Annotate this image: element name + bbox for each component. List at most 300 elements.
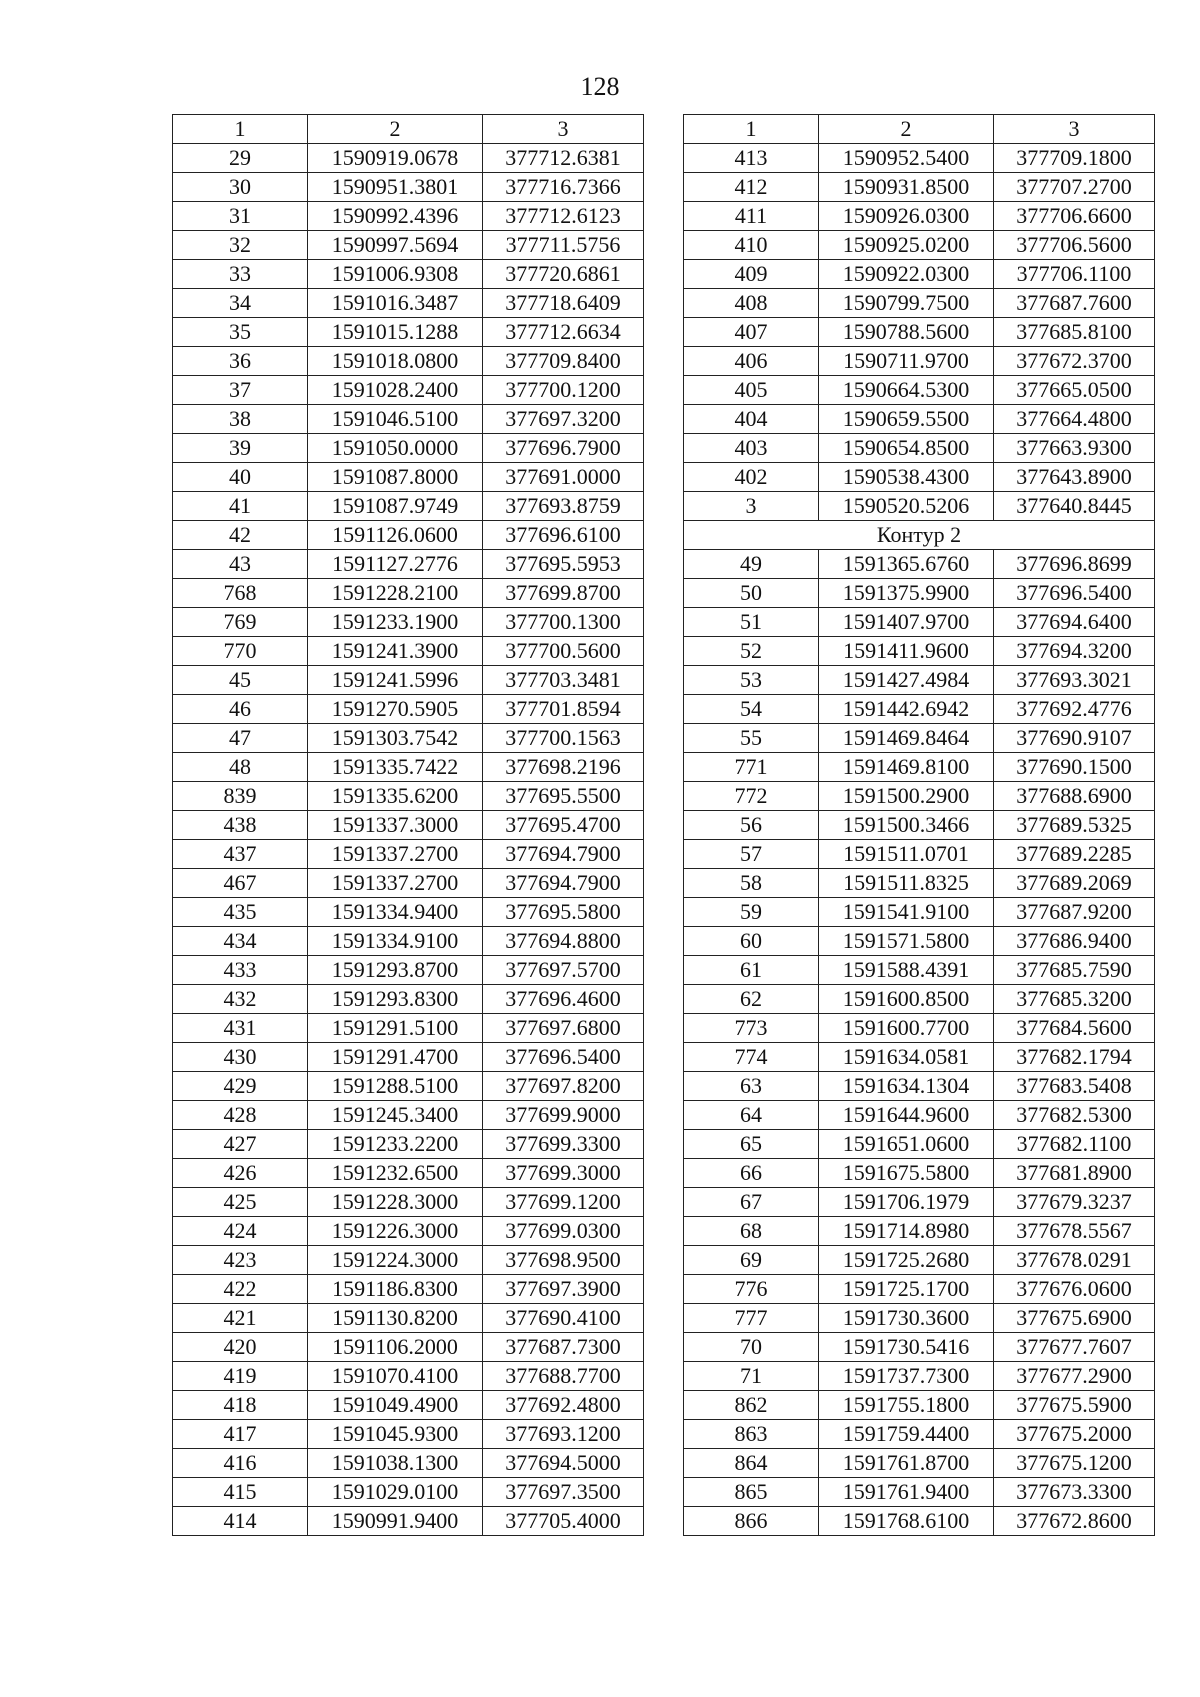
x-coordinate-cell: 1590997.5694 xyxy=(308,231,483,260)
section-label: Контур 2 xyxy=(684,521,1155,550)
point-number-cell: 412 xyxy=(684,173,819,202)
point-number-cell: 29 xyxy=(173,144,308,173)
table-row xyxy=(173,1362,644,1391)
y-coordinate-cell: 377643.8900 xyxy=(994,463,1155,492)
point-number-cell: 67 xyxy=(684,1188,819,1217)
y-coordinate-cell: 377696.7900 xyxy=(483,434,644,463)
y-coordinate-cell: 377697.8200 xyxy=(483,1072,644,1101)
table-row xyxy=(173,579,644,608)
point-number-cell: 420 xyxy=(173,1333,308,1362)
x-coordinate-cell: 1591087.8000 xyxy=(308,463,483,492)
x-coordinate-cell: 1591018.0800 xyxy=(308,347,483,376)
table-row xyxy=(173,318,644,347)
point-number-cell: 864 xyxy=(684,1449,819,1478)
table-row xyxy=(684,1246,1155,1275)
table-row xyxy=(173,173,644,202)
y-coordinate-cell: 377695.5800 xyxy=(483,898,644,927)
x-coordinate-cell: 1591634.1304 xyxy=(819,1072,994,1101)
x-coordinate-cell: 1591016.3487 xyxy=(308,289,483,318)
x-coordinate-cell: 1591087.9749 xyxy=(308,492,483,521)
x-coordinate-cell: 1591511.8325 xyxy=(819,869,994,898)
table-row xyxy=(684,1304,1155,1333)
table-row xyxy=(684,840,1155,869)
table-row xyxy=(173,1333,644,1362)
x-coordinate-cell: 1591337.3000 xyxy=(308,811,483,840)
x-coordinate-cell: 1590931.8500 xyxy=(819,173,994,202)
table-row xyxy=(684,202,1155,231)
table-row xyxy=(684,144,1155,173)
table-row xyxy=(684,405,1155,434)
table-row xyxy=(173,1507,644,1536)
x-coordinate-cell: 1591730.5416 xyxy=(819,1333,994,1362)
x-coordinate-cell: 1591500.3466 xyxy=(819,811,994,840)
point-number-cell: 418 xyxy=(173,1391,308,1420)
x-coordinate-cell: 1590654.8500 xyxy=(819,434,994,463)
table-row xyxy=(173,1130,644,1159)
table-row xyxy=(684,1159,1155,1188)
table-row xyxy=(173,434,644,463)
point-number-cell: 422 xyxy=(173,1275,308,1304)
point-number-cell: 438 xyxy=(173,811,308,840)
y-coordinate-cell: 377683.5408 xyxy=(994,1072,1155,1101)
table-row xyxy=(684,1043,1155,1072)
y-coordinate-cell: 377693.1200 xyxy=(483,1420,644,1449)
x-coordinate-cell: 1591228.3000 xyxy=(308,1188,483,1217)
table-row xyxy=(684,579,1155,608)
point-number-cell: 65 xyxy=(684,1130,819,1159)
y-coordinate-cell: 377685.8100 xyxy=(994,318,1155,347)
x-coordinate-cell: 1591759.4400 xyxy=(819,1420,994,1449)
y-coordinate-cell: 377694.8800 xyxy=(483,927,644,956)
y-coordinate-cell: 377690.4100 xyxy=(483,1304,644,1333)
table-row xyxy=(684,1478,1155,1507)
point-number-cell: 404 xyxy=(684,405,819,434)
point-number-cell: 63 xyxy=(684,1072,819,1101)
y-coordinate-cell: 377640.8445 xyxy=(994,492,1155,521)
point-number-cell: 435 xyxy=(173,898,308,927)
x-coordinate-cell: 1591714.8980 xyxy=(819,1217,994,1246)
y-coordinate-cell: 377664.4800 xyxy=(994,405,1155,434)
y-coordinate-cell: 377696.6100 xyxy=(483,521,644,550)
point-number-cell: 56 xyxy=(684,811,819,840)
point-number-cell: 769 xyxy=(173,608,308,637)
x-coordinate-cell: 1591270.5905 xyxy=(308,695,483,724)
point-number-cell: 408 xyxy=(684,289,819,318)
y-coordinate-cell: 377689.2069 xyxy=(994,869,1155,898)
table-row xyxy=(684,1101,1155,1130)
y-coordinate-cell: 377699.0300 xyxy=(483,1217,644,1246)
y-coordinate-cell: 377694.7900 xyxy=(483,869,644,898)
point-number-cell: 411 xyxy=(684,202,819,231)
table-row xyxy=(173,405,644,434)
x-coordinate-cell: 1591651.0600 xyxy=(819,1130,994,1159)
x-coordinate-cell: 1591442.6942 xyxy=(819,695,994,724)
y-coordinate-cell: 377696.4600 xyxy=(483,985,644,1014)
x-coordinate-cell: 1591675.5800 xyxy=(819,1159,994,1188)
x-coordinate-cell: 1591335.6200 xyxy=(308,782,483,811)
x-coordinate-cell: 1591241.5996 xyxy=(308,666,483,695)
x-coordinate-cell: 1591725.1700 xyxy=(819,1275,994,1304)
y-coordinate-cell: 377676.0600 xyxy=(994,1275,1155,1304)
coordinates-table-right xyxy=(683,114,1155,1536)
table-row xyxy=(684,782,1155,811)
point-number-cell: 432 xyxy=(173,985,308,1014)
table-row xyxy=(684,695,1155,724)
y-coordinate-cell: 377677.2900 xyxy=(994,1362,1155,1391)
y-coordinate-cell: 377700.1300 xyxy=(483,608,644,637)
table-row xyxy=(173,637,644,666)
point-number-cell: 31 xyxy=(173,202,308,231)
table-row xyxy=(684,318,1155,347)
point-number-cell: 866 xyxy=(684,1507,819,1536)
x-coordinate-cell: 1591761.8700 xyxy=(819,1449,994,1478)
table-row xyxy=(684,666,1155,695)
column-header-3: 3 xyxy=(483,115,644,144)
x-coordinate-cell: 1591050.0000 xyxy=(308,434,483,463)
table-row xyxy=(173,144,644,173)
x-coordinate-cell: 1590788.5600 xyxy=(819,318,994,347)
table-row xyxy=(684,1449,1155,1478)
point-number-cell: 64 xyxy=(684,1101,819,1130)
y-coordinate-cell: 377687.7600 xyxy=(994,289,1155,318)
x-coordinate-cell: 1591291.4700 xyxy=(308,1043,483,1072)
y-coordinate-cell: 377699.3300 xyxy=(483,1130,644,1159)
x-coordinate-cell: 1591126.0600 xyxy=(308,521,483,550)
table-row xyxy=(173,231,644,260)
x-coordinate-cell: 1591070.4100 xyxy=(308,1362,483,1391)
y-coordinate-cell: 377706.1100 xyxy=(994,260,1155,289)
point-number-cell: 433 xyxy=(173,956,308,985)
point-number-cell: 429 xyxy=(173,1072,308,1101)
x-coordinate-cell: 1591411.9600 xyxy=(819,637,994,666)
y-coordinate-cell: 377695.5500 xyxy=(483,782,644,811)
table-row xyxy=(684,956,1155,985)
table-row xyxy=(173,724,644,753)
table-row xyxy=(173,869,644,898)
x-coordinate-cell: 1591600.8500 xyxy=(819,985,994,1014)
y-coordinate-cell: 377688.7700 xyxy=(483,1362,644,1391)
point-number-cell: 34 xyxy=(173,289,308,318)
point-number-cell: 62 xyxy=(684,985,819,1014)
y-coordinate-cell: 377718.6409 xyxy=(483,289,644,318)
x-coordinate-cell: 1591245.3400 xyxy=(308,1101,483,1130)
table-row xyxy=(684,1362,1155,1391)
y-coordinate-cell: 377678.0291 xyxy=(994,1246,1155,1275)
x-coordinate-cell: 1591571.5800 xyxy=(819,927,994,956)
y-coordinate-cell: 377696.8699 xyxy=(994,550,1155,579)
point-number-cell: 774 xyxy=(684,1043,819,1072)
point-number-cell: 771 xyxy=(684,753,819,782)
point-number-cell: 39 xyxy=(173,434,308,463)
table-row xyxy=(173,1449,644,1478)
y-coordinate-cell: 377699.1200 xyxy=(483,1188,644,1217)
x-coordinate-cell: 1590926.0300 xyxy=(819,202,994,231)
point-number-cell: 410 xyxy=(684,231,819,260)
y-coordinate-cell: 377682.1100 xyxy=(994,1130,1155,1159)
x-coordinate-cell: 1591375.9900 xyxy=(819,579,994,608)
table-row xyxy=(684,869,1155,898)
y-coordinate-cell: 377712.6123 xyxy=(483,202,644,231)
table-row xyxy=(173,840,644,869)
point-number-cell: 402 xyxy=(684,463,819,492)
x-coordinate-cell: 1591106.2000 xyxy=(308,1333,483,1362)
table-row xyxy=(173,956,644,985)
point-number-cell: 425 xyxy=(173,1188,308,1217)
point-number-cell: 58 xyxy=(684,869,819,898)
table-row xyxy=(684,1014,1155,1043)
point-number-cell: 413 xyxy=(684,144,819,173)
y-coordinate-cell: 377694.5000 xyxy=(483,1449,644,1478)
x-coordinate-cell: 1591588.4391 xyxy=(819,956,994,985)
table-row xyxy=(173,1101,644,1130)
table-row xyxy=(173,1072,644,1101)
x-coordinate-cell: 1591186.8300 xyxy=(308,1275,483,1304)
table-row xyxy=(173,666,644,695)
x-coordinate-cell: 1591127.2776 xyxy=(308,550,483,579)
point-number-cell: 776 xyxy=(684,1275,819,1304)
page-number: 128 xyxy=(580,72,620,101)
point-number-cell: 46 xyxy=(173,695,308,724)
y-coordinate-cell: 377700.1200 xyxy=(483,376,644,405)
x-coordinate-cell: 1591130.8200 xyxy=(308,1304,483,1333)
x-coordinate-cell: 1591500.2900 xyxy=(819,782,994,811)
point-number-cell: 403 xyxy=(684,434,819,463)
y-coordinate-cell: 377705.4000 xyxy=(483,1507,644,1536)
point-number-cell: 68 xyxy=(684,1217,819,1246)
table-row xyxy=(684,289,1155,318)
x-coordinate-cell: 1591335.7422 xyxy=(308,753,483,782)
x-coordinate-cell: 1591337.2700 xyxy=(308,840,483,869)
y-coordinate-cell: 377699.8700 xyxy=(483,579,644,608)
point-number-cell: 865 xyxy=(684,1478,819,1507)
table-row xyxy=(684,927,1155,956)
point-number-cell: 55 xyxy=(684,724,819,753)
x-coordinate-cell: 1591228.2100 xyxy=(308,579,483,608)
table-row xyxy=(173,1159,644,1188)
x-coordinate-cell: 1591337.2700 xyxy=(308,869,483,898)
point-number-cell: 414 xyxy=(173,1507,308,1536)
table-row xyxy=(173,492,644,521)
y-coordinate-cell: 377700.5600 xyxy=(483,637,644,666)
x-coordinate-cell: 1590951.3801 xyxy=(308,173,483,202)
table-row xyxy=(684,173,1155,202)
point-number-cell: 405 xyxy=(684,376,819,405)
column-header-1: 1 xyxy=(173,115,308,144)
point-number-cell: 32 xyxy=(173,231,308,260)
header-row xyxy=(173,115,644,144)
point-number-cell: 427 xyxy=(173,1130,308,1159)
table-row xyxy=(684,724,1155,753)
section-row xyxy=(684,521,1155,550)
table-row xyxy=(684,1217,1155,1246)
table-row xyxy=(173,202,644,231)
table-row xyxy=(684,1420,1155,1449)
x-coordinate-cell: 1591293.8700 xyxy=(308,956,483,985)
x-coordinate-cell: 1591334.9400 xyxy=(308,898,483,927)
point-number-cell: 407 xyxy=(684,318,819,347)
table-row xyxy=(684,1130,1155,1159)
table-row xyxy=(173,1043,644,1072)
point-number-cell: 53 xyxy=(684,666,819,695)
y-coordinate-cell: 377699.9000 xyxy=(483,1101,644,1130)
point-number-cell: 426 xyxy=(173,1159,308,1188)
point-number-cell: 416 xyxy=(173,1449,308,1478)
column-header-1: 1 xyxy=(684,115,819,144)
y-coordinate-cell: 377677.7607 xyxy=(994,1333,1155,1362)
table-row xyxy=(173,1014,644,1043)
point-number-cell: 409 xyxy=(684,260,819,289)
table-row xyxy=(684,434,1155,463)
y-coordinate-cell: 377697.6800 xyxy=(483,1014,644,1043)
table-row xyxy=(173,260,644,289)
x-coordinate-cell: 1591644.9600 xyxy=(819,1101,994,1130)
table-row xyxy=(173,289,644,318)
table-row xyxy=(684,260,1155,289)
x-coordinate-cell: 1591046.5100 xyxy=(308,405,483,434)
y-coordinate-cell: 377672.8600 xyxy=(994,1507,1155,1536)
table-row xyxy=(173,811,644,840)
point-number-cell: 66 xyxy=(684,1159,819,1188)
y-coordinate-cell: 377682.1794 xyxy=(994,1043,1155,1072)
table-row xyxy=(684,985,1155,1014)
x-coordinate-cell: 1591045.9300 xyxy=(308,1420,483,1449)
x-coordinate-cell: 1591233.1900 xyxy=(308,608,483,637)
y-coordinate-cell: 377695.5953 xyxy=(483,550,644,579)
point-number-cell: 45 xyxy=(173,666,308,695)
point-number-cell: 467 xyxy=(173,869,308,898)
table-row xyxy=(173,1304,644,1333)
y-coordinate-cell: 377690.1500 xyxy=(994,753,1155,782)
x-coordinate-cell: 1590799.7500 xyxy=(819,289,994,318)
table-row xyxy=(684,376,1155,405)
table-row xyxy=(684,811,1155,840)
table-row xyxy=(173,695,644,724)
y-coordinate-cell: 377685.7590 xyxy=(994,956,1155,985)
y-coordinate-cell: 377688.6900 xyxy=(994,782,1155,811)
y-coordinate-cell: 377684.5600 xyxy=(994,1014,1155,1043)
table-row xyxy=(684,637,1155,666)
point-number-cell: 863 xyxy=(684,1420,819,1449)
y-coordinate-cell: 377678.5567 xyxy=(994,1217,1155,1246)
x-coordinate-cell: 1591365.6760 xyxy=(819,550,994,579)
point-number-cell: 862 xyxy=(684,1391,819,1420)
table-row xyxy=(684,608,1155,637)
point-number-cell: 70 xyxy=(684,1333,819,1362)
x-coordinate-cell: 1591049.4900 xyxy=(308,1391,483,1420)
x-coordinate-cell: 1590925.0200 xyxy=(819,231,994,260)
y-coordinate-cell: 377673.3300 xyxy=(994,1478,1155,1507)
x-coordinate-cell: 1590711.9700 xyxy=(819,347,994,376)
column-header-2: 2 xyxy=(819,115,994,144)
y-coordinate-cell: 377689.5325 xyxy=(994,811,1155,840)
table-row xyxy=(173,1188,644,1217)
x-coordinate-cell: 1591233.2200 xyxy=(308,1130,483,1159)
y-coordinate-cell: 377716.7366 xyxy=(483,173,644,202)
y-coordinate-cell: 377691.0000 xyxy=(483,463,644,492)
x-coordinate-cell: 1591029.0100 xyxy=(308,1478,483,1507)
x-coordinate-cell: 1590664.5300 xyxy=(819,376,994,405)
table-row xyxy=(173,1217,644,1246)
point-number-cell: 770 xyxy=(173,637,308,666)
y-coordinate-cell: 377697.3500 xyxy=(483,1478,644,1507)
y-coordinate-cell: 377672.3700 xyxy=(994,347,1155,376)
point-number-cell: 428 xyxy=(173,1101,308,1130)
x-coordinate-cell: 1591725.2680 xyxy=(819,1246,994,1275)
x-coordinate-cell: 1591291.5100 xyxy=(308,1014,483,1043)
x-coordinate-cell: 1591600.7700 xyxy=(819,1014,994,1043)
y-coordinate-cell: 377697.3900 xyxy=(483,1275,644,1304)
point-number-cell: 48 xyxy=(173,753,308,782)
point-number-cell: 421 xyxy=(173,1304,308,1333)
x-coordinate-cell: 1591469.8464 xyxy=(819,724,994,753)
point-number-cell: 437 xyxy=(173,840,308,869)
table-row xyxy=(173,927,644,956)
point-number-cell: 40 xyxy=(173,463,308,492)
point-number-cell: 839 xyxy=(173,782,308,811)
y-coordinate-cell: 377689.2285 xyxy=(994,840,1155,869)
y-coordinate-cell: 377675.6900 xyxy=(994,1304,1155,1333)
table-row xyxy=(684,753,1155,782)
x-coordinate-cell: 1591224.3000 xyxy=(308,1246,483,1275)
table-row xyxy=(684,1507,1155,1536)
y-coordinate-cell: 377698.9500 xyxy=(483,1246,644,1275)
x-coordinate-cell: 1591241.3900 xyxy=(308,637,483,666)
table-row xyxy=(684,1275,1155,1304)
coordinates-table-left xyxy=(172,114,644,1536)
x-coordinate-cell: 1591737.7300 xyxy=(819,1362,994,1391)
y-coordinate-cell: 377697.5700 xyxy=(483,956,644,985)
x-coordinate-cell: 1590919.0678 xyxy=(308,144,483,173)
point-number-cell: 431 xyxy=(173,1014,308,1043)
x-coordinate-cell: 1590520.5206 xyxy=(819,492,994,521)
point-number-cell: 406 xyxy=(684,347,819,376)
point-number-cell: 50 xyxy=(684,579,819,608)
point-number-cell: 69 xyxy=(684,1246,819,1275)
x-coordinate-cell: 1591761.9400 xyxy=(819,1478,994,1507)
y-coordinate-cell: 377712.6381 xyxy=(483,144,644,173)
x-coordinate-cell: 1591511.0701 xyxy=(819,840,994,869)
table-row xyxy=(173,1391,644,1420)
point-number-cell: 3 xyxy=(684,492,819,521)
point-number-cell: 71 xyxy=(684,1362,819,1391)
y-coordinate-cell: 377699.3000 xyxy=(483,1159,644,1188)
y-coordinate-cell: 377675.2000 xyxy=(994,1420,1155,1449)
x-coordinate-cell: 1591226.3000 xyxy=(308,1217,483,1246)
point-number-cell: 424 xyxy=(173,1217,308,1246)
x-coordinate-cell: 1591015.1288 xyxy=(308,318,483,347)
table-row xyxy=(684,550,1155,579)
point-number-cell: 415 xyxy=(173,1478,308,1507)
point-number-cell: 772 xyxy=(684,782,819,811)
y-coordinate-cell: 377701.8594 xyxy=(483,695,644,724)
y-coordinate-cell: 377703.3481 xyxy=(483,666,644,695)
y-coordinate-cell: 377711.5756 xyxy=(483,231,644,260)
point-number-cell: 33 xyxy=(173,260,308,289)
table-row xyxy=(684,463,1155,492)
point-number-cell: 59 xyxy=(684,898,819,927)
y-coordinate-cell: 377663.9300 xyxy=(994,434,1155,463)
table-row xyxy=(173,463,644,492)
table-row xyxy=(173,1420,644,1449)
y-coordinate-cell: 377685.3200 xyxy=(994,985,1155,1014)
y-coordinate-cell: 377686.9400 xyxy=(994,927,1155,956)
table-row xyxy=(684,898,1155,927)
y-coordinate-cell: 377682.5300 xyxy=(994,1101,1155,1130)
table-row xyxy=(173,347,644,376)
table-row xyxy=(684,347,1155,376)
x-coordinate-cell: 1590922.0300 xyxy=(819,260,994,289)
point-number-cell: 49 xyxy=(684,550,819,579)
